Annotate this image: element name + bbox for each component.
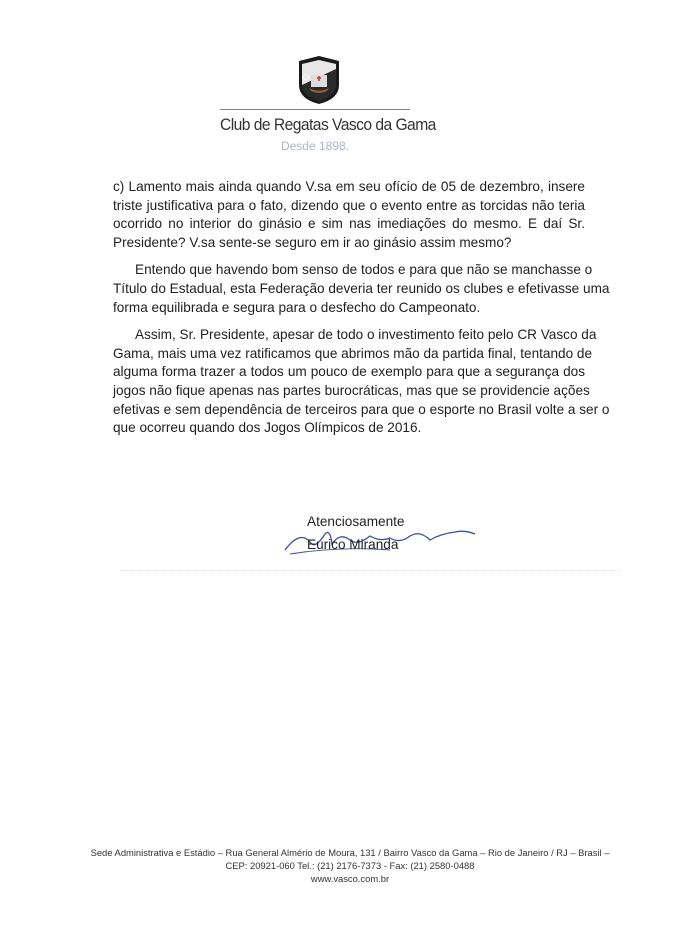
text-line: Entendo que havendo bom senso de todos e para que não se manchasse o [135,262,593,278]
text-line: Presidente? V.sa sente-se seguro em ir ao ginásio assim mesmo? [113,234,512,250]
text-line: efetivas e sem dependência de terceiros para que o esporte no Brasil volte a ser o [113,401,610,417]
footer-address: Sede Administrativa e Estádio – Rua General Almério de Moura, 131 / Bairro Vasco da Gama – Rio de Janeiro / RJ – Brasil – [90,847,610,858]
club-name: Club de Regatas Vasco da Gama [220,115,436,134]
text-line: jogos não fique apenas nas partes burocráticas, mas que se providencie ações [113,382,590,398]
letter-body [113,178,610,438]
text-line: Título do Estadual, esta Federação deveria ter reunido os clubes e efetivasse uma [113,280,610,296]
text-line: triste justificativa para o fato, dizendo que o evento entre as torcidas não teria [113,197,585,213]
founded-tagline: Desde 1898. [280,139,350,153]
letterhead-footer [60,846,640,885]
closing: Atenciosamente [307,514,405,529]
footer-contact: CEP: 20921-060 Tel.: (21) 2176-7373 - Fax: (21) 2580-0488 [225,860,475,871]
paragraph [113,261,610,317]
paragraph [113,326,610,438]
signature-block [307,512,404,554]
text-line: que ocorreu quando dos Jogos Olímpicos de 2016. [113,420,422,436]
text-line: ocorrido no interior do ginásio e sim nas imediações do mesmo. E daí Sr. [113,216,585,232]
footer-website: www.vasco.com.br [310,873,390,884]
text-line: c) Lamento mais ainda quando V.sa em seu ofício de 05 de dezembro, insere [113,179,585,194]
text-line: forma equilibrada e segura para o desfecho do Campeonato. [113,299,481,315]
paragraph [113,178,585,252]
signer-name: Eurico Miranda [307,537,399,552]
scan-artifact-line [120,570,620,572]
club-crest-logo [297,55,341,105]
text-line: Gama, mais uma vez ratificamos que abrimos mão da partida final, tentando de [113,345,593,361]
text-line: Assim, Sr. Presidente, apesar de todo o investimento feito pelo CR Vasco da [135,327,597,343]
text-line: alguma forma trazer a todos um pouco de exemplo para que a segurança dos [113,364,585,380]
header-divider [220,109,410,110]
